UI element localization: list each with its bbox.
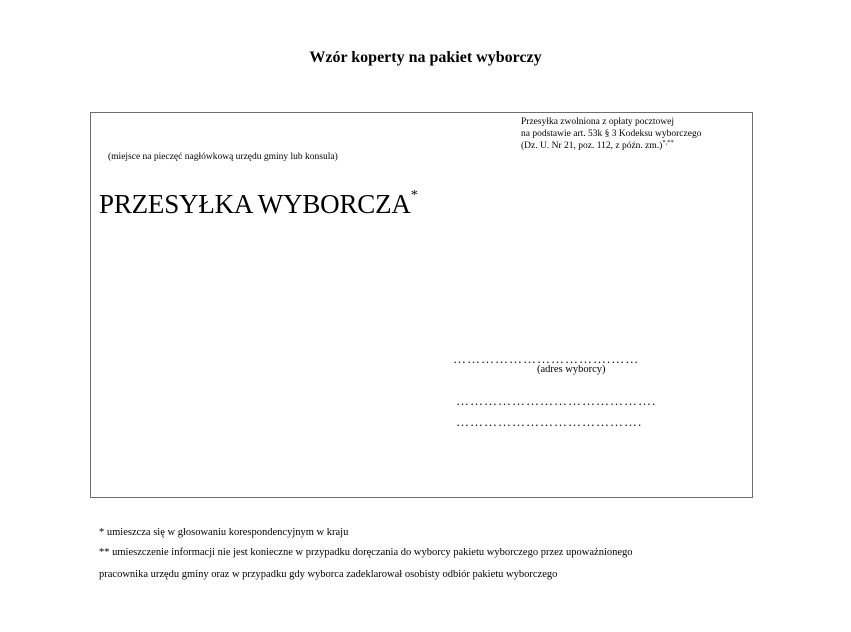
postal-note-line-2: na podstawie art. 53k § 3 Kodeksu wyborczego bbox=[521, 129, 702, 139]
page-title: Wzór koperty na pakiet wyborczy bbox=[309, 49, 542, 66]
postal-note-footnote-marks: *,** bbox=[662, 139, 674, 146]
stamp-place-label: (miejsce na pieczęć nagłówkową urzędu gminy lub konsula) bbox=[108, 152, 338, 162]
envelope-heading bbox=[99, 189, 418, 220]
footnote-double-asterisk-continued: pracownika urzędu gminy oraz w przypadku gdy wyborca zadeklarował osobisty odbiór pakietu wyborczego bbox=[99, 569, 558, 580]
address-line-3-dots: …………………………………. bbox=[456, 414, 643, 429]
envelope-heading-footnote-mark: * bbox=[410, 188, 418, 203]
footnote-single-asterisk: * umieszcza się w głosowaniu korespondencyjnym w kraju bbox=[99, 527, 349, 538]
postal-note-line-1: Przesyłka zwolniona z opłaty pocztowej bbox=[521, 117, 675, 127]
postal-note-line-3-text: (Dz. U. Nr 21, poz. 112, z późn. zm.) bbox=[521, 141, 663, 151]
postal-note-line-3 bbox=[521, 140, 701, 152]
envelope-heading-text: PRZESYŁKA WYBORCZA bbox=[99, 189, 411, 219]
address-label: (adres wyborcy) bbox=[537, 364, 606, 375]
postal-fee-exemption-note bbox=[521, 116, 701, 152]
address-line-2-dots: ……………………………………. bbox=[456, 393, 657, 408]
address-line-1-dots: …………………………….…… bbox=[453, 351, 640, 366]
footnote-double-asterisk: ** umieszczenie informacji nie jest konieczne w przypadku doręczania do wyborcy pakietu wyborczego przez upoważnionego bbox=[99, 547, 633, 558]
envelope-template bbox=[90, 112, 753, 498]
